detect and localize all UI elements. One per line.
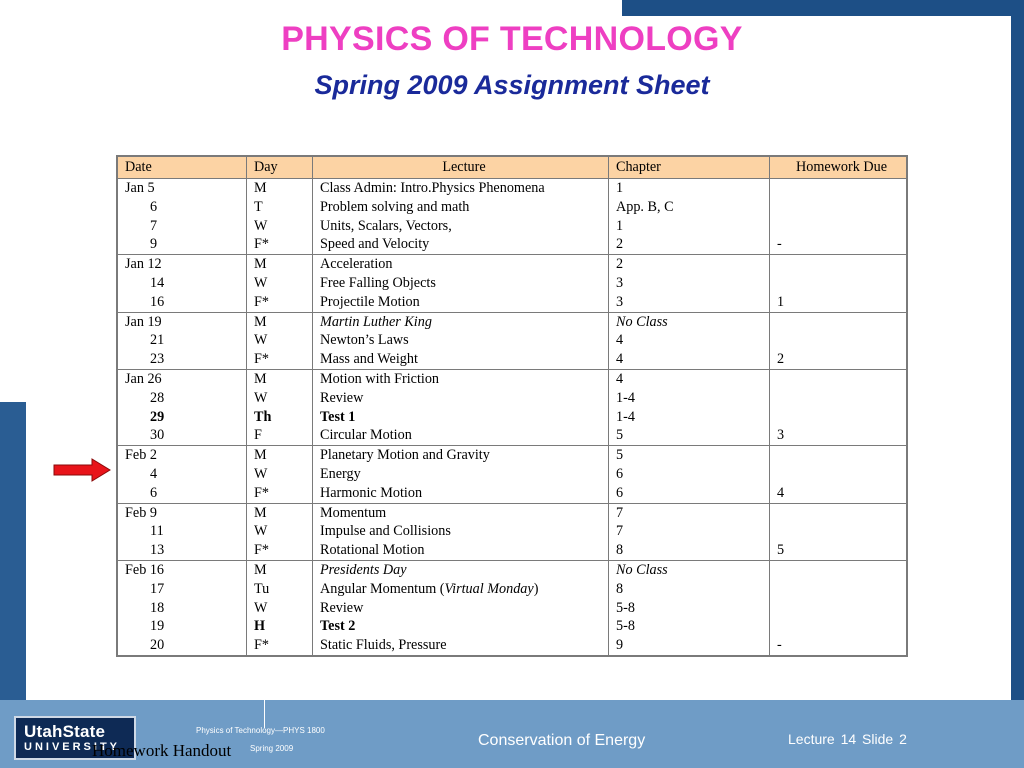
cell-homework [770, 522, 908, 541]
cell-day: F* [247, 235, 313, 254]
cell-date: Feb 2 [117, 446, 247, 465]
cell-date: 18 [117, 599, 247, 618]
table-row [117, 503, 907, 522]
header-day: Day [247, 156, 313, 179]
cell-lecture: Problem solving and math [313, 198, 609, 217]
cell-chapter: No Class [609, 312, 770, 331]
cell-chapter: 9 [609, 636, 770, 656]
cell-lecture: Test 1 [313, 408, 609, 427]
cell-day: T [247, 198, 313, 217]
table-row [117, 599, 907, 618]
cell-day: H [247, 617, 313, 636]
cell-homework [770, 503, 908, 522]
cell-lecture: Newton’s Laws [313, 331, 609, 350]
cell-homework [770, 179, 908, 198]
frame-right-bar [1011, 0, 1024, 700]
cell-homework [770, 599, 908, 618]
header-homework-due: Homework Due [770, 156, 908, 179]
cell-date: 7 [117, 217, 247, 236]
table-row [117, 484, 907, 503]
cell-lecture: Impulse and Collisions [313, 522, 609, 541]
cell-date: 23 [117, 350, 247, 369]
cell-lecture: Review [313, 389, 609, 408]
cell-date: Jan 19 [117, 312, 247, 331]
cell-lecture: Projectile Motion [313, 293, 609, 312]
cell-chapter: 3 [609, 293, 770, 312]
slide-subtitle: Spring 2009 Assignment Sheet [314, 70, 710, 100]
table-row [117, 617, 907, 636]
cell-homework [770, 617, 908, 636]
cell-chapter: 2 [609, 255, 770, 274]
cell-chapter: 1 [609, 179, 770, 198]
table-row [117, 198, 907, 217]
cell-day: F [247, 426, 313, 445]
table-row [117, 235, 907, 254]
table-row [117, 389, 907, 408]
cell-day: W [247, 217, 313, 236]
cell-chapter: No Class [609, 560, 770, 579]
cell-day: W [247, 599, 313, 618]
cell-date: 13 [117, 541, 247, 560]
cell-day: M [247, 179, 313, 198]
cell-chapter: 4 [609, 331, 770, 350]
table-header-row [117, 156, 907, 179]
cell-lecture: Harmonic Motion [313, 484, 609, 503]
footer-divider [264, 694, 265, 728]
cell-lecture: Circular Motion [313, 426, 609, 445]
lecture-tail: ) [533, 580, 539, 597]
cell-chapter: 1-4 [609, 389, 770, 408]
table-row [117, 560, 907, 579]
cell-date: 17 [117, 580, 247, 599]
table-row [117, 293, 907, 312]
cell-homework: 1 [770, 293, 908, 312]
cell-homework [770, 389, 908, 408]
cell-date: 28 [117, 389, 247, 408]
cell-day: F* [247, 484, 313, 503]
cell-date: Feb 9 [117, 503, 247, 522]
cell-date: Jan 26 [117, 369, 247, 388]
cell-lecture: Energy [313, 465, 609, 484]
header-date: Date [117, 156, 247, 179]
cell-homework: 3 [770, 426, 908, 445]
schedule-body [117, 179, 907, 656]
cell-chapter: 5-8 [609, 599, 770, 618]
cell-date: 16 [117, 293, 247, 312]
table-row [117, 274, 907, 293]
cell-chapter: 8 [609, 541, 770, 560]
table-row [117, 541, 907, 560]
arrow-right-icon [52, 458, 112, 482]
cell-lecture: Test 2 [313, 617, 609, 636]
table-row [117, 426, 907, 445]
table-row [117, 465, 907, 484]
cell-homework: - [770, 636, 908, 656]
cell-chapter: 5 [609, 426, 770, 445]
cell-homework [770, 274, 908, 293]
cell-date: 20 [117, 636, 247, 656]
cell-lecture: Momentum [313, 503, 609, 522]
cell-chapter: 6 [609, 465, 770, 484]
cell-day: M [247, 369, 313, 388]
cell-date: 9 [117, 235, 247, 254]
cell-date: Jan 5 [117, 179, 247, 198]
cell-chapter: 1-4 [609, 408, 770, 427]
table-row [117, 369, 907, 388]
cell-homework: - [770, 235, 908, 254]
cell-day: M [247, 255, 313, 274]
cell-lecture: Rotational Motion [313, 541, 609, 560]
cell-lecture: Static Fluids, Pressure [313, 636, 609, 656]
footer-topic: Conservation of Energy [478, 732, 646, 749]
cell-lecture: Motion with Friction [313, 369, 609, 388]
cell-chapter: App. B, C [609, 198, 770, 217]
cell-chapter: 4 [609, 369, 770, 388]
cell-date: 4 [117, 465, 247, 484]
cell-homework [770, 408, 908, 427]
cell-date: 29 [117, 408, 247, 427]
cell-date: 6 [117, 198, 247, 217]
cell-day: M [247, 312, 313, 331]
cell-date: 6 [117, 484, 247, 503]
cell-date: 14 [117, 274, 247, 293]
table-row [117, 350, 907, 369]
cell-chapter: 5-8 [609, 617, 770, 636]
footer-course: Physics of Technology—PHYS 1800 [196, 726, 325, 735]
cell-date: 21 [117, 331, 247, 350]
cell-homework: 5 [770, 541, 908, 560]
cell-homework [770, 560, 908, 579]
cell-homework [770, 198, 908, 217]
cell-lecture [313, 580, 609, 599]
table-row [117, 179, 907, 198]
table-row [117, 408, 907, 427]
frame-top-bar [622, 0, 1024, 16]
logo-line2: UNIVERSITY [24, 741, 121, 753]
logo-line1: UtahState [24, 722, 106, 741]
cell-date: Feb 16 [117, 560, 247, 579]
schedule-table [116, 155, 908, 657]
cell-date: 11 [117, 522, 247, 541]
header-lecture: Lecture [313, 156, 609, 179]
footer-date: Spring 2009 [250, 744, 294, 753]
header-chapter: Chapter [609, 156, 770, 179]
cell-lecture: Class Admin: Intro.Physics Phenomena [313, 179, 609, 198]
cell-chapter: 1 [609, 217, 770, 236]
cell-chapter: 2 [609, 235, 770, 254]
cell-homework [770, 331, 908, 350]
cell-lecture: Units, Scalars, Vectors, [313, 217, 609, 236]
cell-chapter: 6 [609, 484, 770, 503]
cell-day: W [247, 522, 313, 541]
cell-homework [770, 369, 908, 388]
cell-homework [770, 465, 908, 484]
cell-day: F* [247, 293, 313, 312]
cell-lecture: Martin Luther King [313, 312, 609, 331]
cell-day: M [247, 446, 313, 465]
cell-lecture: Presidents Day [313, 560, 609, 579]
cell-date: 19 [117, 617, 247, 636]
cell-homework: 4 [770, 484, 908, 503]
cell-chapter: 3 [609, 274, 770, 293]
cell-day: M [247, 560, 313, 579]
cell-homework [770, 217, 908, 236]
cell-lecture: Free Falling Objects [313, 274, 609, 293]
cell-lecture: Acceleration [313, 255, 609, 274]
table-row [117, 446, 907, 465]
cell-chapter: 8 [609, 580, 770, 599]
table-row [117, 331, 907, 350]
cell-day: F* [247, 541, 313, 560]
table-row [117, 522, 907, 541]
table-row [117, 636, 907, 656]
cell-homework [770, 446, 908, 465]
cell-day: Th [247, 408, 313, 427]
cell-date: Jan 12 [117, 255, 247, 274]
cell-lecture: Speed and Velocity [313, 235, 609, 254]
frame-inner-corner [26, 690, 1011, 700]
table-row [117, 312, 907, 331]
cell-chapter: 4 [609, 350, 770, 369]
cell-day: F* [247, 350, 313, 369]
cell-lecture: Review [313, 599, 609, 618]
cell-lecture: Planetary Motion and Gravity [313, 446, 609, 465]
cell-chapter: 7 [609, 522, 770, 541]
cell-day: W [247, 389, 313, 408]
footer-handout: Homework Handout [92, 741, 232, 760]
footer-lecture-slide: Lecture 14 Slide 2 [788, 731, 907, 747]
cell-day: W [247, 331, 313, 350]
cell-homework: 2 [770, 350, 908, 369]
cell-day: F* [247, 636, 313, 656]
cell-homework [770, 580, 908, 599]
cell-chapter: 7 [609, 503, 770, 522]
cell-day: W [247, 465, 313, 484]
lecture-emphasis: Virtual Monday [444, 580, 534, 597]
cell-lecture: Mass and Weight [313, 350, 609, 369]
table-row [117, 255, 907, 274]
cell-date: 30 [117, 426, 247, 445]
cell-chapter: 5 [609, 446, 770, 465]
cell-homework [770, 255, 908, 274]
table-row [117, 580, 907, 599]
cell-day: W [247, 274, 313, 293]
cell-day: Tu [247, 580, 313, 599]
cell-day: M [247, 503, 313, 522]
table-row [117, 217, 907, 236]
frame-left-bar [0, 402, 26, 722]
slide-title: PHYSICS OF TECHNOLOGY [281, 20, 743, 58]
lecture-text: Angular Momentum ( [320, 580, 445, 597]
cell-homework [770, 312, 908, 331]
